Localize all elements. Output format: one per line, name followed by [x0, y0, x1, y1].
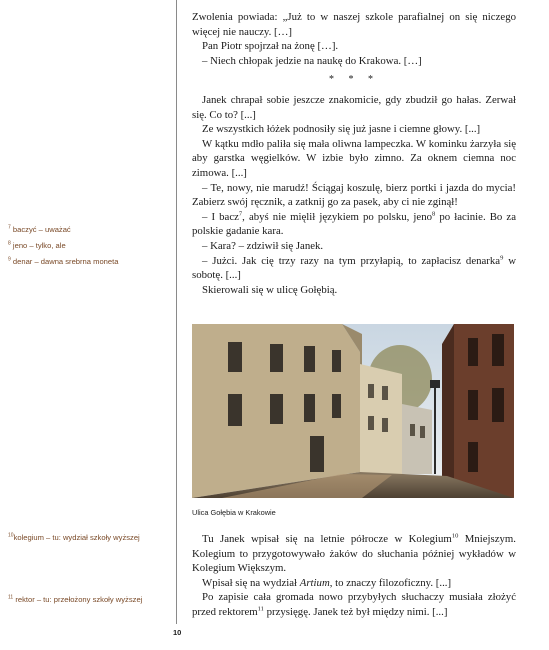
footnote-text: baczyć – uważać: [12, 225, 71, 234]
footnote-text: jeno – tylko, ale: [12, 241, 66, 250]
footnote: [8, 532, 154, 543]
paragraph: [192, 532, 516, 576]
paragraph: Ze wszystkich łóżek podnosiły się już jasne i ciemne głowy. [...]: [202, 123, 481, 136]
section-separator: * * *: [329, 74, 379, 86]
footnote-ref: 10: [451, 532, 459, 540]
footnote: [8, 224, 158, 235]
footnote: [8, 594, 154, 605]
text-run: w sobotę. [...]: [192, 254, 517, 282]
text-run: Wpisał się na wydział: [202, 576, 300, 589]
text-run: – Jużci. Jak cię trzy razy na tym przyłapią, to zapłacisz denarka: [202, 254, 501, 267]
paragraph: [192, 210, 516, 239]
photo-caption: Ulica Gołębia w Krakowie: [192, 508, 276, 517]
paragraph: W kątku mdło paliła się mała oliwna lampeczka. W kominku żarzyła się aby garstka węgielków. W izbie było zimno. Za oknem ciemna noc zimowa. [...]: [192, 137, 516, 179]
footnote-text: rektor – tu: przełożony szkoły wyższej: [15, 595, 143, 604]
paragraph: – Niech chłopak jedzie na naukę do Krakowa. […]: [202, 54, 422, 67]
footnote-ref: 11: [257, 605, 264, 613]
footnote-text: kolegium – tu: wydział szkoły wyższej: [13, 533, 140, 542]
footnote-number: 8: [8, 240, 11, 247]
text-run: Mniejszym. Kolegium to przygotowywało żaków do słuchania później wykładów w Kolegium Większym.: [192, 533, 516, 575]
footnote-number: 11: [8, 594, 14, 601]
footnote-text: denar – dawna srebrna moneta: [12, 257, 119, 266]
footnote-number: 10: [8, 532, 14, 539]
paragraph: Skierowali się w ulicę Gołębią.: [202, 283, 338, 296]
page-number: 10: [173, 628, 182, 637]
footnote-ref: 9: [500, 253, 504, 261]
footnote-ref: 7: [238, 210, 243, 218]
paragraph: [192, 254, 516, 283]
footnote-ref: 8: [432, 210, 436, 218]
paragraph: [192, 576, 516, 591]
text-run: Po zapisie cała gromada nowo przybyłych słuchaczy musiała złożyć przed rektorem: [192, 591, 516, 618]
paragraph: – Kara? – zdziwił się Janek.: [202, 239, 324, 252]
paragraph: Zwolenia powiada: „Już to w naszej szkole parafialnej on się niczego więcej nie nauczy. […]: [192, 11, 516, 38]
footnote: [8, 240, 158, 251]
footnote-number: 7: [8, 224, 11, 231]
italic-term: Artium: [299, 576, 330, 589]
main-text-top: [192, 10, 516, 297]
street-photo: [192, 324, 514, 498]
paragraph: – Te, nowy, nie marudź! Ściągaj koszulę, bierz portki i jazda do mycia! Zabierz swój ręcznik, a zatknij go za pasek, aby ci nie zginął!: [192, 181, 516, 209]
footnote: [8, 256, 154, 267]
paragraph: Pan Piotr spojrzał na żonę […].: [202, 40, 339, 53]
footnote-number: 9: [8, 256, 11, 263]
text-run: , to znaczy filozoficzny. [...]: [329, 576, 452, 589]
text-run: przysięgę. Janek też był między nimi. [...]: [263, 605, 448, 618]
main-text-bottom: [192, 532, 516, 620]
text-run: – I bacz: [202, 210, 239, 223]
text-run: , abyś nie mięlił językiem po polsku, jeno: [242, 210, 432, 223]
paragraph: [192, 590, 516, 619]
margin-divider: [176, 0, 177, 624]
text-run: po łacinie. Bo za polskie gadanie kara.: [192, 210, 516, 238]
paragraph: Janek chrapał sobie jeszcze znakomicie, gdy zbudził go hałas. Zerwał się. Co to? [...]: [192, 93, 516, 121]
text-run: Tu Janek wpisał się na letnie półrocze w Kolegium: [202, 533, 452, 545]
